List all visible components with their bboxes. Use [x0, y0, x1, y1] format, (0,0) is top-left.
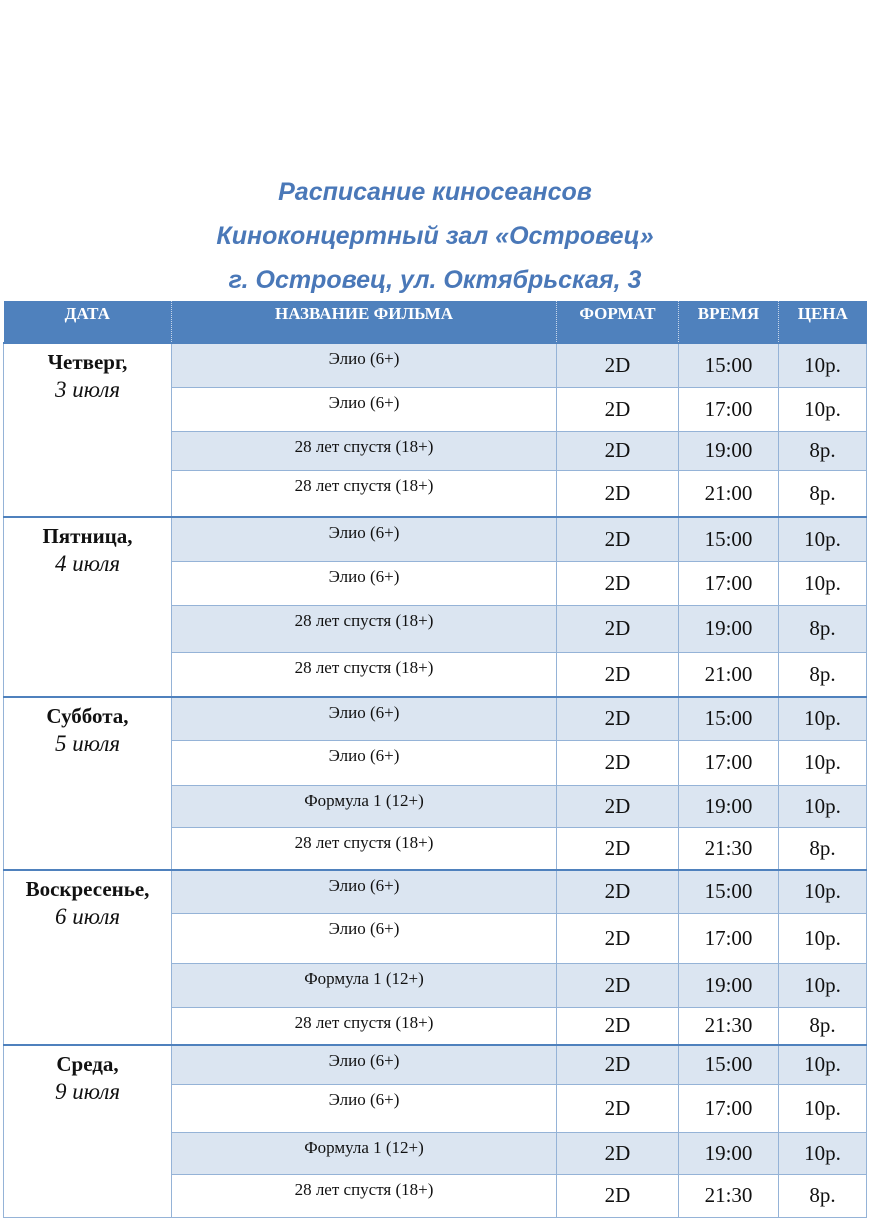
format-cell: 2D [557, 517, 679, 561]
header-time: ВРЕМЯ [679, 301, 779, 343]
time-cell: 17:00 [679, 561, 779, 605]
format-cell: 2D [557, 470, 679, 517]
time-cell: 19:00 [679, 431, 779, 470]
price-cell: 10р. [779, 1045, 867, 1084]
time-cell: 21:30 [679, 1174, 779, 1217]
time-cell: 19:00 [679, 785, 779, 827]
film-cell: Формула 1 (12+) [172, 785, 557, 827]
format-cell: 2D [557, 913, 679, 963]
day-date: 5 июля [54, 731, 121, 756]
film-cell: 28 лет спустя (18+) [172, 652, 557, 697]
time-cell: 21:30 [679, 827, 779, 870]
header-row [4, 301, 867, 343]
format-cell: 2D [557, 343, 679, 387]
title-line-3: г. Островец, ул. Октябрьская, 3 [228, 266, 642, 294]
time-cell: 21:00 [679, 470, 779, 517]
price-cell: 8р. [779, 1174, 867, 1217]
day-date: 6 июля [54, 904, 121, 929]
price-cell: 10р. [779, 740, 867, 785]
day-cell [4, 1045, 172, 1217]
time-cell: 15:00 [679, 343, 779, 387]
price-cell: 8р. [779, 470, 867, 517]
day-name: Четверг, [47, 350, 128, 374]
film-cell: Элио (6+) [172, 913, 557, 963]
film-cell: Элио (6+) [172, 387, 557, 431]
film-cell: Элио (6+) [172, 697, 557, 740]
time-cell: 21:00 [679, 652, 779, 697]
format-cell: 2D [557, 561, 679, 605]
table-row [4, 343, 867, 387]
time-cell: 17:00 [679, 740, 779, 785]
format-cell: 2D [557, 652, 679, 697]
title-line-1: Расписание киносеансов [278, 178, 592, 206]
day-date: 4 июля [54, 551, 121, 576]
header-price: ЦЕНА [779, 301, 867, 343]
film-cell: 28 лет спустя (18+) [172, 431, 557, 470]
header-format: ФОРМАТ [557, 301, 679, 343]
price-cell: 10р. [779, 963, 867, 1007]
time-cell: 15:00 [679, 870, 779, 913]
price-cell: 10р. [779, 785, 867, 827]
price-cell: 8р. [779, 1007, 867, 1045]
film-cell: Элио (6+) [172, 740, 557, 785]
time-cell: 19:00 [679, 1132, 779, 1174]
price-cell: 10р. [779, 913, 867, 963]
format-cell: 2D [557, 431, 679, 470]
price-cell: 8р. [779, 431, 867, 470]
schedule-title [0, 170, 870, 302]
price-cell: 10р. [779, 697, 867, 740]
format-cell: 2D [557, 1007, 679, 1045]
table-row [4, 1045, 867, 1084]
price-cell: 10р. [779, 517, 867, 561]
time-cell: 15:00 [679, 697, 779, 740]
price-cell: 10р. [779, 870, 867, 913]
format-cell: 2D [557, 963, 679, 1007]
price-cell: 10р. [779, 1084, 867, 1132]
time-cell: 19:00 [679, 605, 779, 652]
film-cell: Элио (6+) [172, 1084, 557, 1132]
format-cell: 2D [557, 870, 679, 913]
price-cell: 8р. [779, 827, 867, 870]
time-cell: 17:00 [679, 913, 779, 963]
film-cell: Элио (6+) [172, 870, 557, 913]
film-cell: Формула 1 (12+) [172, 1132, 557, 1174]
price-cell: 10р. [779, 561, 867, 605]
film-cell: Формула 1 (12+) [172, 963, 557, 1007]
title-line-2: Киноконцертный зал «Островец» [216, 222, 654, 250]
time-cell: 15:00 [679, 517, 779, 561]
day-cell [4, 870, 172, 1045]
film-cell: Элио (6+) [172, 1045, 557, 1084]
format-cell: 2D [557, 1084, 679, 1132]
format-cell: 2D [557, 605, 679, 652]
format-cell: 2D [557, 1045, 679, 1084]
format-cell: 2D [557, 740, 679, 785]
day-cell [4, 697, 172, 870]
format-cell: 2D [557, 387, 679, 431]
time-cell: 15:00 [679, 1045, 779, 1084]
film-cell: Элио (6+) [172, 517, 557, 561]
day-name: Пятница, [42, 524, 133, 548]
film-cell: Элио (6+) [172, 343, 557, 387]
time-cell: 21:30 [679, 1007, 779, 1045]
price-cell: 8р. [779, 652, 867, 697]
schedule-table [3, 301, 867, 1218]
time-cell: 17:00 [679, 1084, 779, 1132]
table-row [4, 697, 867, 740]
format-cell: 2D [557, 827, 679, 870]
day-name: Воскресенье, [25, 877, 150, 901]
film-cell: 28 лет спустя (18+) [172, 470, 557, 517]
day-cell [4, 517, 172, 697]
day-date: 3 июля [54, 377, 121, 402]
time-cell: 19:00 [679, 963, 779, 1007]
film-cell: 28 лет спустя (18+) [172, 1174, 557, 1217]
film-cell: 28 лет спустя (18+) [172, 605, 557, 652]
day-name: Суббота, [46, 704, 129, 728]
price-cell: 10р. [779, 1132, 867, 1174]
header-date: ДАТА [4, 301, 172, 343]
day-name: Среда, [56, 1052, 119, 1076]
film-cell: 28 лет спустя (18+) [172, 827, 557, 870]
price-cell: 10р. [779, 387, 867, 431]
schedule-body [4, 343, 867, 1217]
format-cell: 2D [557, 785, 679, 827]
price-cell: 8р. [779, 605, 867, 652]
format-cell: 2D [557, 697, 679, 740]
table-row [4, 517, 867, 561]
format-cell: 2D [557, 1174, 679, 1217]
day-cell [4, 343, 172, 517]
table-row [4, 870, 867, 913]
format-cell: 2D [557, 1132, 679, 1174]
film-cell: Элио (6+) [172, 561, 557, 605]
price-cell: 10р. [779, 343, 867, 387]
header-film: НАЗВАНИЕ ФИЛЬМА [172, 301, 557, 343]
day-date: 9 июля [54, 1079, 121, 1104]
film-cell: 28 лет спустя (18+) [172, 1007, 557, 1045]
time-cell: 17:00 [679, 387, 779, 431]
